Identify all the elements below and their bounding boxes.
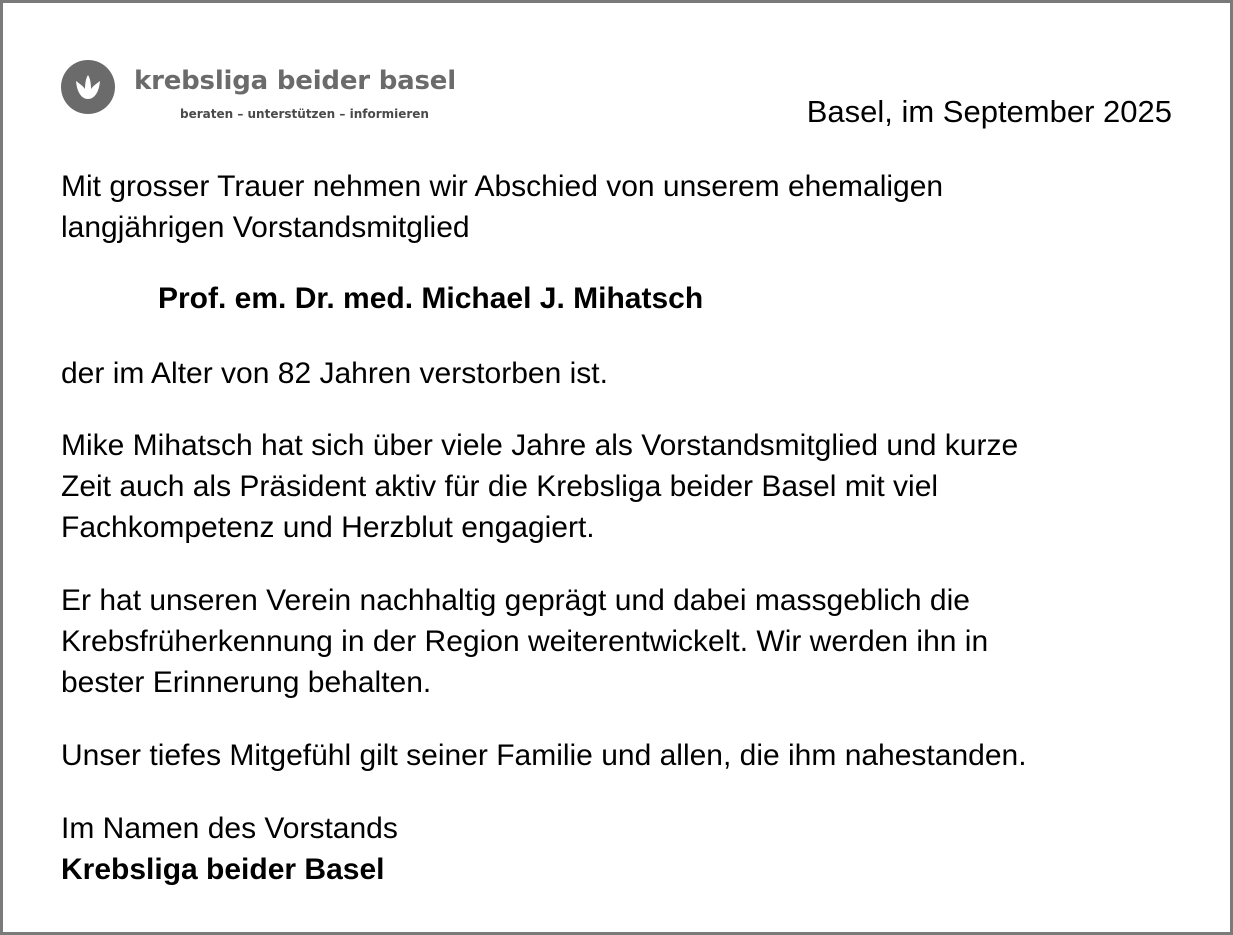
paragraph-line: Zeit auch als Präsident aktiv für die Krebsliga beider Basel mit viel [61, 470, 939, 503]
logo-tagline: beraten – unterstützen – informieren [180, 107, 429, 121]
intro-line: Mit grosser Trauer nehmen wir Abschied von unserem ehemaligen [61, 170, 944, 203]
paragraph-line: Krebsfrüherkennung in der Region weiterentwickelt. Wir werden ihn in [61, 625, 989, 658]
organization-logo [60, 59, 460, 125]
paragraph-line: Er hat unseren Verein nachhaltig geprägt und dabei massgeblich die [61, 584, 970, 617]
dateline: Basel, im September 2025 [806, 94, 1172, 129]
paragraph-line: Mike Mihatsch hat sich über viele Jahre als Vorstandsmitglied und kurze [61, 429, 1019, 462]
closing-line: Im Namen des Vorstands [61, 812, 398, 845]
deceased-name: Prof. em. Dr. med. Michael J. Mihatsch [158, 282, 704, 315]
paragraph-line: Fachkompetenz und Herzblut engagiert. [61, 511, 595, 544]
age-line: der im Alter von 82 Jahren verstorben ist. [61, 357, 608, 390]
paragraph-line: bester Erinnerung behalten. [61, 666, 432, 699]
logo-name: krebsliga beider basel [134, 66, 456, 96]
signatory: Krebsliga beider Basel [61, 853, 385, 886]
krebsliga-flower-icon [60, 59, 116, 115]
condolence-line: Unser tiefes Mitgefühl gilt seiner Familie und allen, die ihm nahestanden. [61, 739, 1027, 772]
intro-line: langjährigen Vorstandsmitglied [61, 211, 470, 244]
